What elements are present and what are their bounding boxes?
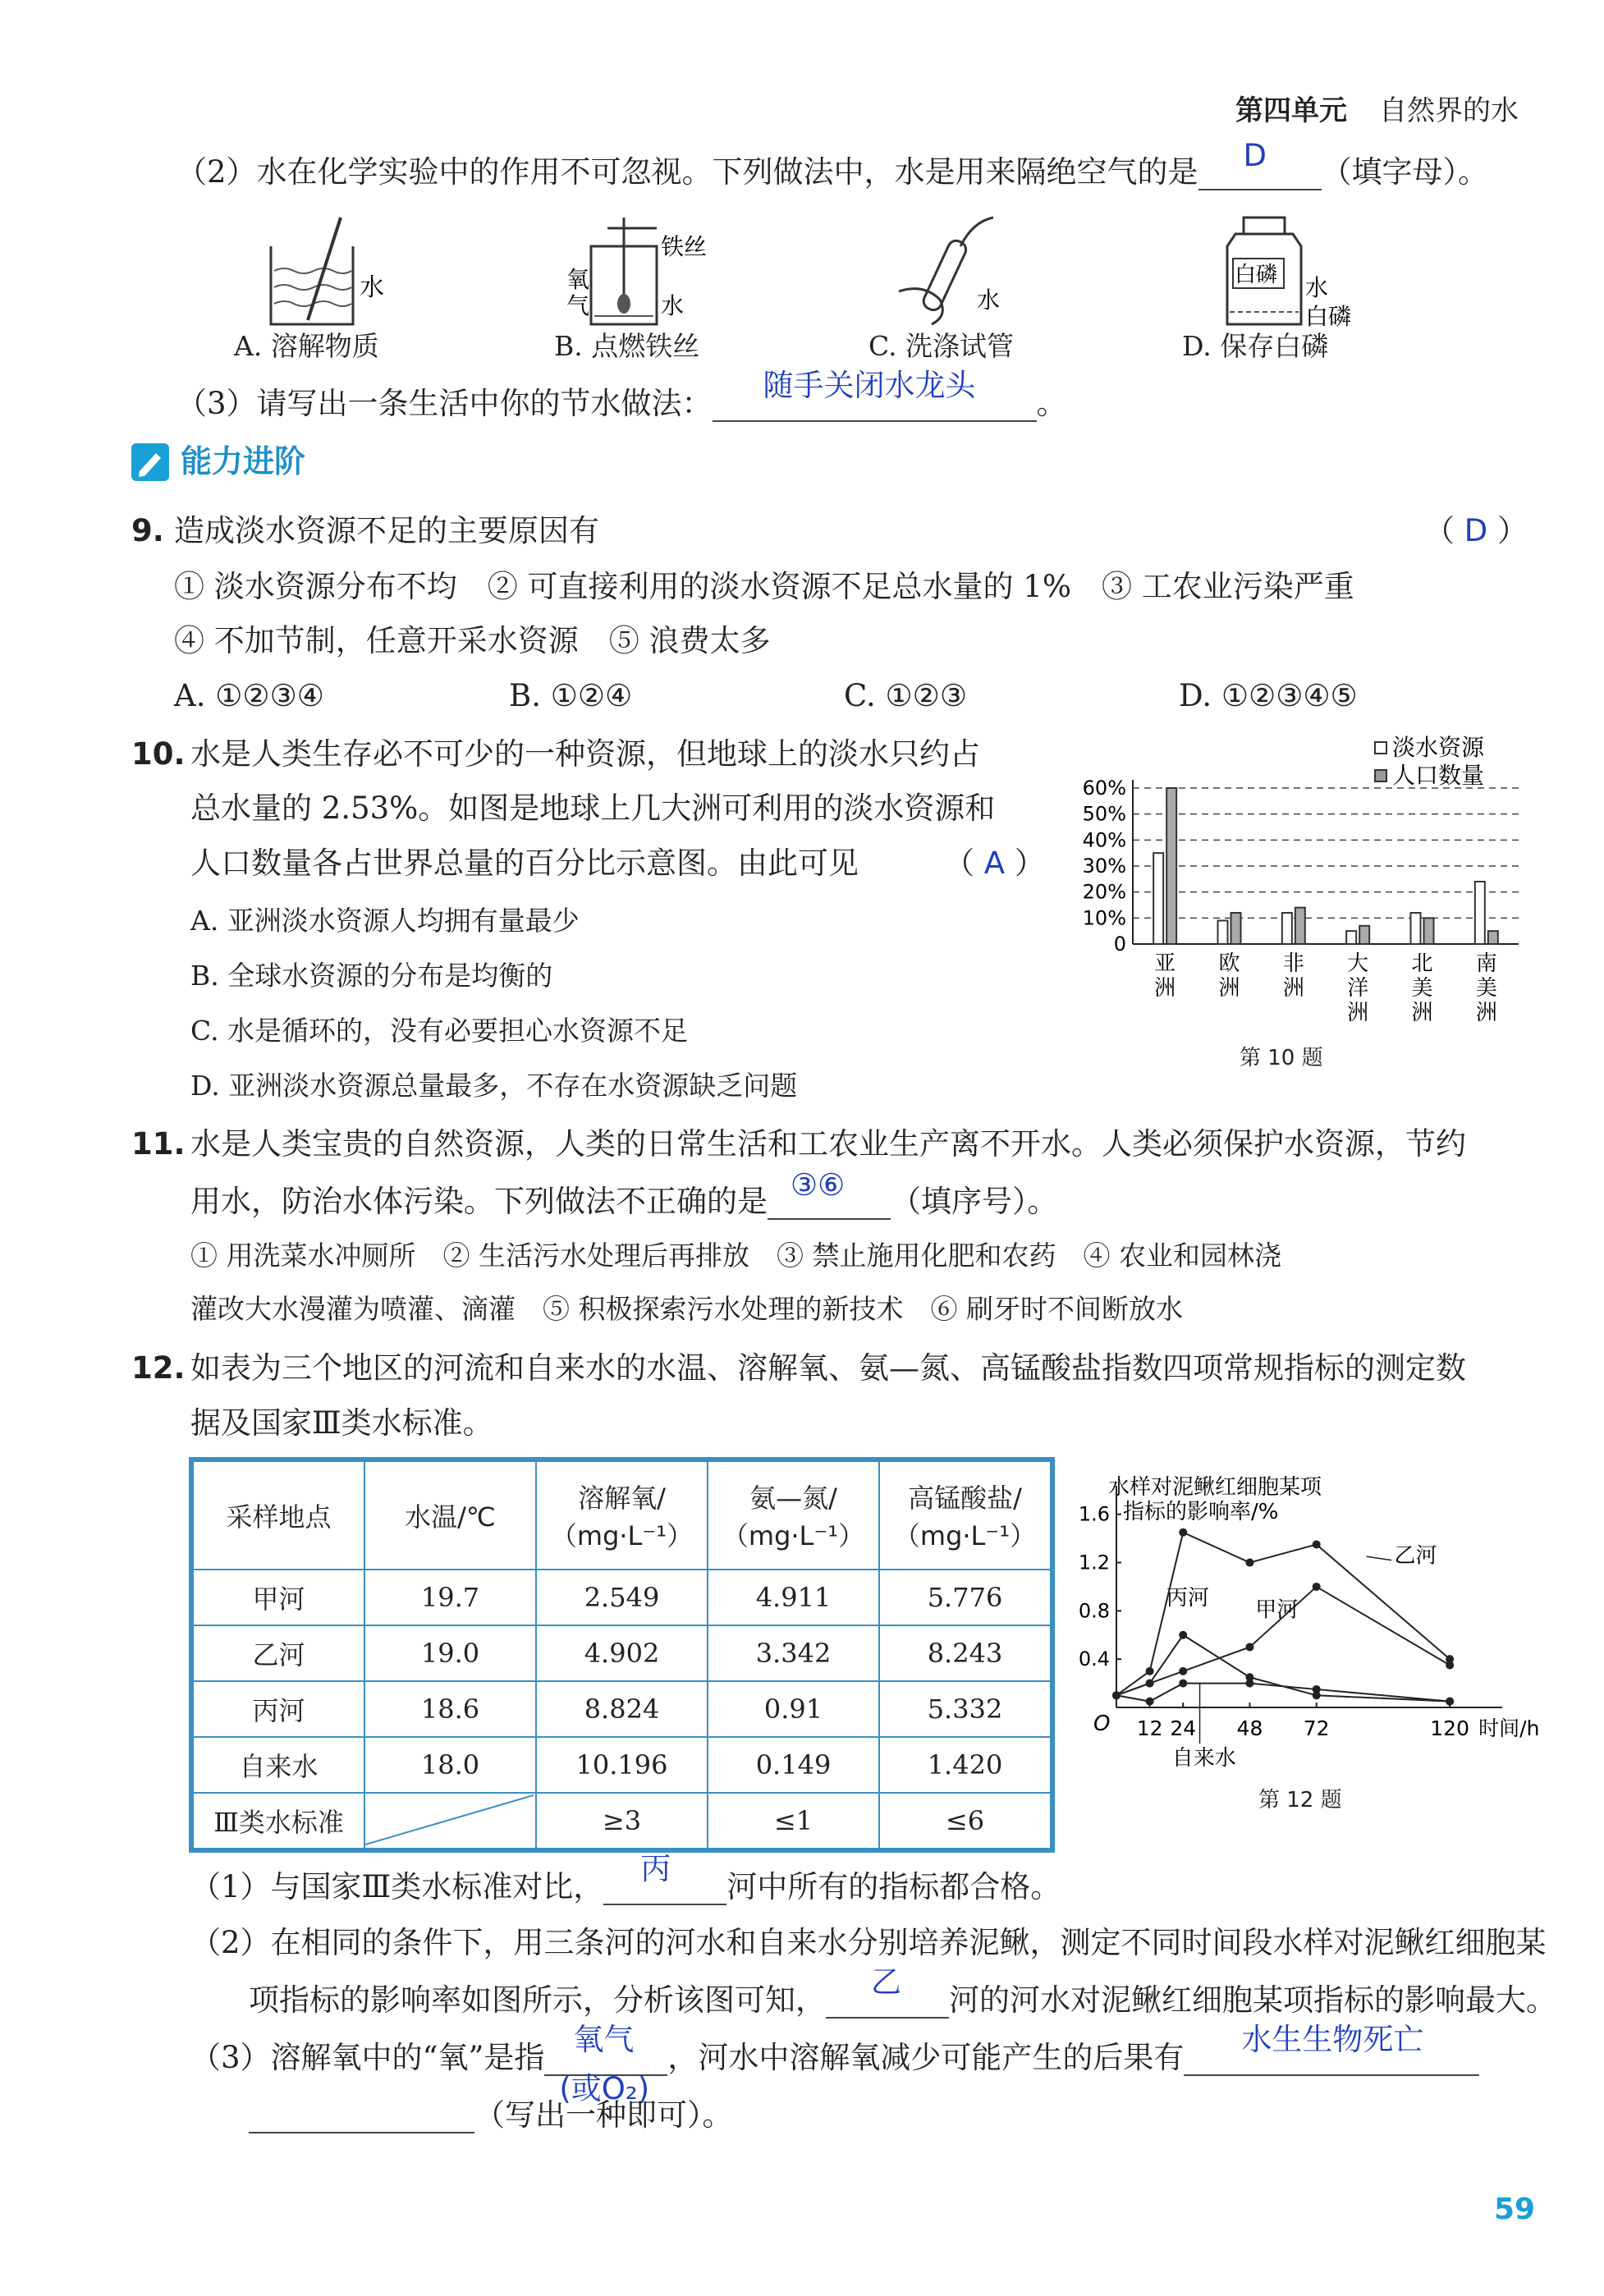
bar-population	[1359, 926, 1369, 944]
table-row	[193, 1570, 1051, 1625]
label-iron-wire: 铁丝	[661, 233, 708, 260]
category-label: 大	[1347, 951, 1369, 976]
origin-label: O	[1093, 1712, 1111, 1736]
header-unit: 第四单元	[1235, 94, 1347, 127]
page-number: 59	[1494, 2193, 1536, 2226]
q8-option-d: D. 保存白磷	[1182, 330, 1329, 362]
q12-part1-answer: 丙	[640, 1851, 671, 1886]
legend-swatch-freshwater	[1375, 742, 1386, 754]
bar-freshwater	[1282, 913, 1292, 944]
category-label: 洲	[1411, 1001, 1433, 1025]
q8-option-b: B. 点燃铁丝	[554, 330, 700, 362]
y-tick-label: 0.8	[1078, 1599, 1110, 1623]
q10-option-d: D. 亚洲淡水资源总量最多，不存在水资源缺乏问题	[190, 1070, 798, 1102]
category-label: 南	[1475, 951, 1497, 976]
table-row	[193, 1625, 1051, 1681]
table-cell: 丙河	[193, 1681, 364, 1737]
q12-part1-text: （1）与国家Ⅲ类水标准对比，	[190, 1869, 604, 1904]
x-tick-label: 12	[1136, 1716, 1163, 1740]
q12-part3-line1	[190, 2022, 1479, 2106]
table-cell: 5.332	[879, 1681, 1051, 1737]
header-topic: 自然界的水	[1379, 94, 1519, 127]
q8-part2-suffix: （填字母）。	[1321, 154, 1489, 190]
q9-stem: 造成淡水资源不足的主要原因有	[174, 513, 599, 548]
category-label: 非	[1282, 951, 1304, 976]
data-point	[1446, 1661, 1454, 1670]
q10-line1: 水是人类生存必不可少的一种资源，但地球上的淡水只约占	[190, 736, 980, 772]
category-label: 北	[1411, 951, 1433, 976]
table-header-unit: （mg·L⁻¹）	[550, 1520, 694, 1551]
category-label: 洲	[1154, 976, 1176, 1001]
q8-part3-text: （3）请写出一条生活中你的节水做法：	[176, 386, 713, 421]
label-water-a: 水	[360, 273, 384, 302]
y-axis-title-1: 水样对泥鳅红细胞某项	[1108, 1475, 1322, 1500]
table-header	[879, 1461, 1051, 1570]
q8-option-a: A. 溶解物质	[234, 330, 379, 362]
q10-option-c: C. 水是循环的，没有必要担心水资源不足	[190, 1015, 689, 1047]
bar-freshwater	[1411, 913, 1421, 944]
q8-part2-answer-blank	[1198, 138, 1322, 190]
category-label: 美	[1475, 976, 1497, 1001]
q10-line2: 总水量的 2.53%。如图是地球上几大洲可利用的淡水资源和	[190, 791, 996, 826]
table-cell: 0.149	[708, 1737, 879, 1793]
category-label: 欧	[1218, 951, 1240, 976]
beaker-figure	[271, 218, 384, 324]
data-point	[1446, 1698, 1454, 1706]
y-axis-title-2: 指标的影响率/%	[1123, 1500, 1279, 1524]
q12-part3-answer: 氧气	[573, 2022, 635, 2057]
q12-part2-answer-blank	[826, 1964, 949, 2019]
jar-iron-wire-figure	[566, 218, 707, 324]
q10-option-b: B. 全球水资源的分布是均衡的	[190, 960, 553, 992]
q12-part2-line2	[249, 1964, 1556, 2019]
table-cell: ≤1	[708, 1793, 879, 1849]
label-water-c: 水	[977, 286, 1001, 314]
diagonal-slash	[365, 1794, 534, 1846]
x-tick-label: 72	[1303, 1716, 1330, 1740]
table-cell: 2.549	[536, 1570, 708, 1625]
category-label: 洲	[1347, 1001, 1369, 1025]
q10-bar-chart	[1051, 722, 1535, 1075]
category-label: 洲	[1218, 976, 1240, 1001]
bar-freshwater	[1153, 853, 1163, 944]
table-row	[193, 1681, 1051, 1737]
table-cell: 18.6	[364, 1681, 536, 1737]
table-cell: 3.342	[708, 1625, 879, 1681]
table-cell: 0.91	[708, 1681, 879, 1737]
y-tick-label: 1.6	[1078, 1502, 1110, 1526]
q10-answer-bracket: （ A ）	[944, 846, 1045, 881]
table-header-row	[193, 1461, 1051, 1570]
bar-population	[1231, 913, 1241, 944]
q9-option-a: A. ①②③④	[174, 678, 324, 713]
series-label-leader	[1367, 1556, 1391, 1560]
legend-label-population: 人口数量	[1392, 762, 1485, 789]
table-header-unit: （mg·L⁻¹）	[722, 1520, 865, 1551]
label-white-phosphorus: 白磷	[1305, 303, 1352, 330]
bar-population	[1488, 931, 1498, 944]
data-point	[1179, 1528, 1187, 1537]
q11-line1: 水是人类宝贵的自然资源，人类的日常生活和工农业生产离不开水。人类必须保护水资源，节约	[190, 1126, 1466, 1162]
section-title: 能力进阶	[181, 443, 306, 479]
x-tick-label: 120	[1430, 1716, 1470, 1740]
table-row	[193, 1793, 1051, 1849]
q12-part1	[190, 1851, 1061, 1905]
table-cell: 4.911	[708, 1570, 879, 1625]
table-cell: ≤6	[879, 1793, 1051, 1849]
reagent-bottle-figure	[1227, 218, 1351, 330]
q8-apparatus-figures	[263, 213, 1412, 332]
series-label-jia: 甲河	[1255, 1597, 1299, 1623]
q10-option-a: A. 亚洲淡水资源人均拥有量最少	[190, 905, 580, 937]
x-axis-title: 时间/h	[1478, 1716, 1540, 1740]
table-cell: 8.824	[536, 1681, 708, 1737]
q12-part3-continued-blank	[249, 2096, 474, 2133]
q8-part2-text: （2）水在化学实验中的作用不可忽视。下列做法中，水是用来隔绝空气的是	[176, 154, 1198, 190]
q12-part3-answer-alt: (或O₂)	[559, 2071, 650, 2106]
category-label: 洋	[1347, 976, 1369, 1001]
label-water-d: 水	[1305, 274, 1329, 301]
q8-part3-answer: 随手关闭水龙头	[763, 368, 976, 403]
q9-answer: D	[1464, 513, 1488, 548]
y-tick-label: 0	[1113, 933, 1126, 956]
data-point	[1245, 1643, 1253, 1651]
q10-line3: 人口数量各占世界总量的百分比示意图。由此可见	[190, 846, 859, 881]
q12-part2-line1: （2）在相同的条件下，用三条河的河水和自来水分别培养泥鳅，测定不同时间段水样对泥鳅红细胞某	[190, 1925, 1547, 1960]
test-tube-figure	[899, 218, 1000, 324]
q12-part3-text2: ，河水中溶解氧减少可能产生的后果有	[667, 2040, 1185, 2075]
y-tick-label: 50%	[1082, 802, 1126, 826]
q8-part3-answer-blank	[713, 368, 1037, 422]
q12-part1-suffix: 河中所有的指标都合格。	[726, 1869, 1061, 1904]
q9-option-b: B. ①②④	[509, 678, 633, 713]
table-cell: 1.420	[879, 1737, 1051, 1793]
table-header-label: 高锰酸盐/	[908, 1483, 1022, 1514]
label-white-phosphorus-tag: 白磷	[1235, 263, 1278, 287]
q10-caption: 第 10 题	[1240, 1046, 1323, 1070]
q12-part2-answer: 乙	[871, 1964, 901, 2000]
table-cell: 10.196	[536, 1737, 708, 1793]
q11-line3: ① 用洗菜水冲厕所 ② 生活污水处理后再排放 ③ 禁止施用化肥和农药 ④ 农业和园林浇	[190, 1240, 1281, 1272]
q12-line2: 据及国家Ⅲ类水标准。	[190, 1405, 493, 1441]
table-header: 采样地点	[193, 1461, 364, 1570]
bar-freshwater	[1346, 931, 1356, 944]
q11-answer: ③⑥	[791, 1167, 846, 1203]
q8-part3-suffix: 。	[1036, 386, 1067, 421]
q12-caption: 第 12 题	[1258, 1788, 1342, 1813]
table-cell: 乙河	[193, 1625, 364, 1681]
q8-part2-line	[176, 138, 1489, 190]
q11-line2-text: 用水，防治水体污染。下列做法不正确的是	[190, 1184, 768, 1219]
bar-population	[1166, 788, 1176, 944]
table-header-unit: （mg·L⁻¹）	[893, 1520, 1037, 1551]
y-tick-label: 10%	[1082, 906, 1126, 930]
q12-part2-text: 项指标的影响率如图所示，分析该图可知，	[249, 1982, 826, 2018]
table-header-label: 氨—氮/	[749, 1483, 837, 1514]
q11-answer-blank	[768, 1167, 891, 1220]
y-tick-label: 0.4	[1078, 1648, 1110, 1671]
q9-statements-line2: ④ 不加节制，任意开采水资源 ⑤ 浪费太多	[174, 623, 771, 658]
category-label: 洲	[1475, 1001, 1497, 1025]
label-water-b: 水	[661, 292, 685, 319]
table-header	[536, 1461, 708, 1570]
table-cell: 19.7	[364, 1570, 536, 1625]
q10-answer: A	[983, 846, 1006, 881]
table-header	[708, 1461, 879, 1570]
data-point	[1313, 1685, 1321, 1693]
q8-option-c: C. 洗涤试管	[868, 330, 1015, 362]
y-tick-label: 40%	[1082, 828, 1126, 852]
table-cell: 5.776	[879, 1570, 1051, 1625]
y-tick-label: 30%	[1082, 855, 1126, 878]
table-header-label: 溶解氧/	[578, 1483, 666, 1514]
data-point	[1179, 1631, 1187, 1639]
data-point	[1112, 1691, 1121, 1699]
q11-number: 11.	[131, 1126, 186, 1162]
table-cell: Ⅲ类水标准	[193, 1793, 364, 1849]
data-point	[1245, 1680, 1253, 1688]
data-point	[1146, 1698, 1154, 1706]
q12-part1-answer-blank	[603, 1851, 726, 1905]
table-cell: 4.902	[536, 1625, 708, 1681]
data-point	[1179, 1667, 1187, 1675]
q9-number: 9.	[131, 513, 164, 548]
category-label: 亚	[1154, 951, 1176, 976]
q12-part3-suffix: （写出一种即可）。	[474, 2097, 733, 2133]
q12-part3-answer3: 水生生物死亡	[1241, 2022, 1424, 2057]
data-point	[1245, 1559, 1253, 1567]
q11-line2	[190, 1167, 1058, 1220]
bar-population	[1295, 908, 1305, 944]
q12-part2-suffix: 河的河水对泥鳅红细胞某项指标的影响最大。	[949, 1982, 1556, 2018]
q12-table	[189, 1457, 1055, 1853]
q12-part3-answer3-blank	[1184, 2022, 1479, 2076]
q11-line4: 灌改大水漫灌为喷灌、滴灌 ⑤ 积极探索污水处理的新技术 ⑥ 刷牙时不间断放水	[190, 1293, 1183, 1325]
q10-number: 10.	[131, 736, 186, 772]
q12-line1: 如表为三个地区的河流和自来水的水温、溶解氧、氨—氮、高锰酸盐指数四项常规指标的测定数	[190, 1350, 1466, 1386]
category-label: 洲	[1282, 976, 1304, 1001]
bar-freshwater	[1475, 882, 1485, 944]
data-point	[1313, 1540, 1321, 1548]
q12-number: 12.	[131, 1350, 186, 1386]
data-point	[1313, 1583, 1321, 1591]
y-tick-label: 60%	[1082, 777, 1126, 800]
table-cell: 18.0	[364, 1737, 536, 1793]
series-label-tap-water: 自来水	[1171, 1746, 1236, 1771]
section-pencil-icon	[131, 443, 169, 481]
table-row	[193, 1737, 1051, 1793]
table-cell: 19.0	[364, 1625, 536, 1681]
q12-part3-line2	[249, 2096, 733, 2133]
data-point	[1179, 1680, 1187, 1688]
x-tick-label: 48	[1236, 1716, 1263, 1740]
q12-part3-answer-blank	[544, 2022, 667, 2106]
table-header: 水温/℃	[364, 1461, 536, 1570]
q9-option-c: C. ①②③	[844, 678, 968, 713]
bar-freshwater	[1218, 921, 1228, 945]
q9-statements-line1: ① 淡水资源分布不均 ② 可直接利用的淡水资源不足总水量的 1% ③ 工农业污染严重	[174, 569, 1354, 604]
q12-line-chart	[1059, 1469, 1543, 1798]
series-label-yi: 乙河	[1394, 1543, 1437, 1569]
table-cell-empty	[364, 1793, 536, 1849]
q9-option-d: D. ①②③④⑤	[1179, 678, 1358, 713]
category-label: 美	[1411, 976, 1433, 1001]
label-gas: 气	[566, 292, 590, 319]
table-cell: 自来水	[193, 1737, 364, 1793]
legend-label-freshwater: 淡水资源	[1392, 734, 1485, 761]
bar-population	[1424, 918, 1434, 944]
data-point	[1146, 1680, 1154, 1688]
x-tick-label: 24	[1170, 1716, 1197, 1740]
q11-line2-suffix: （填序号）。	[891, 1184, 1058, 1219]
q12-part3-text: （3）溶解氧中的“氧”是指	[190, 2040, 545, 2075]
q8-part2-answer: D	[1243, 138, 1267, 173]
table-cell: 8.243	[879, 1625, 1051, 1681]
y-tick-label: 1.2	[1078, 1551, 1110, 1574]
q8-part3-line	[176, 368, 1067, 422]
data-point	[1146, 1667, 1154, 1675]
table-cell: 甲河	[193, 1570, 364, 1625]
table-cell: ≥3	[536, 1793, 708, 1849]
q9-answer-bracket: （ D ）	[1424, 513, 1528, 548]
series-label-bing: 丙河	[1166, 1586, 1209, 1611]
legend-swatch-population	[1375, 770, 1386, 781]
label-oxygen: 氧	[566, 266, 590, 293]
y-tick-label: 20%	[1082, 880, 1126, 904]
